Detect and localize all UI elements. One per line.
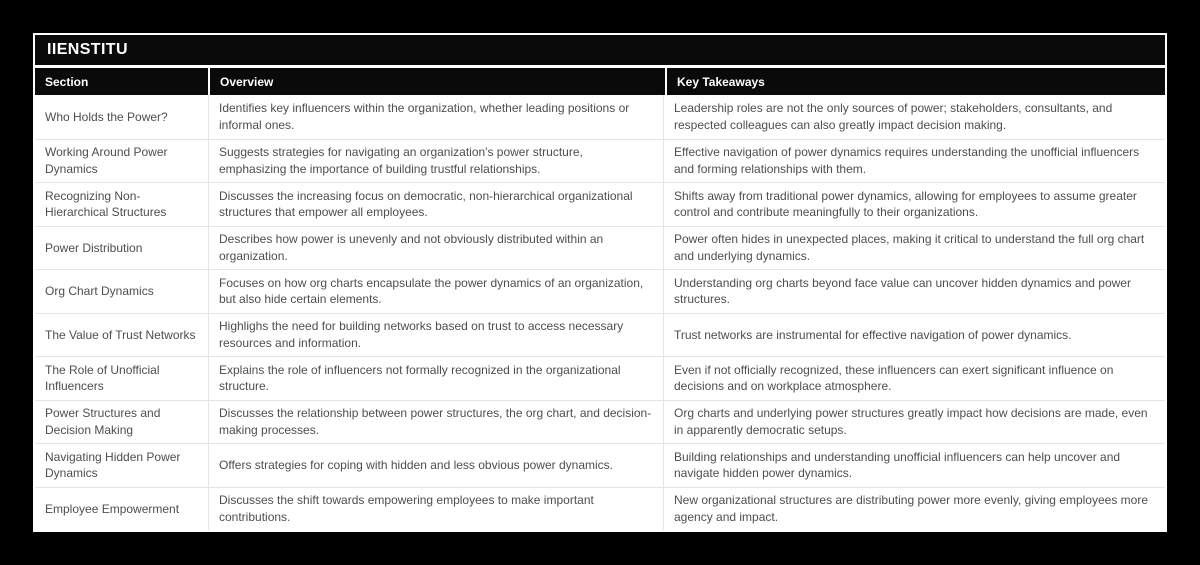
cell-section: [35, 488, 208, 531]
cell-section-text: Org Chart Dynamics: [45, 284, 154, 298]
cell-key-takeaways: [663, 401, 1165, 444]
cell-section: [35, 227, 208, 270]
cell-key-takeaways: [663, 314, 1165, 357]
table-row: [35, 182, 1165, 226]
brand-header: [35, 35, 1165, 65]
cell-key-takeaways-text: Building relationships and understanding unofficial influencers can help uncover and navigate hidden power dynamics.: [674, 449, 1121, 481]
cell-section: [35, 270, 208, 313]
table-row: [35, 487, 1165, 531]
cell-section-text: Who Holds the Power?: [45, 109, 168, 124]
cell-overview: [208, 357, 663, 400]
cell-section: [35, 314, 208, 357]
cell-key-takeaways: [663, 227, 1165, 270]
cell-key-takeaways-text: Shifts away from traditional power dynamics, allowing for employees to assume greater control and contribute meaningfully to their organizations.: [674, 188, 1137, 220]
cell-key-takeaways-text: Effective navigation of power dynamics requires understanding the unofficial influencers and forming relationships with them.: [674, 145, 1140, 176]
cell-overview: [208, 183, 663, 226]
table-row: [35, 443, 1165, 487]
cell-overview: [208, 401, 663, 444]
cell-section-text: The Value of Trust Networks: [45, 327, 196, 342]
cell-overview-text: Focuses on how org charts encapsulate the power dynamics of an organization, but also hide certain elements.: [219, 275, 644, 307]
table-row: [35, 95, 1165, 139]
cell-key-takeaways-text: Leadership roles are not the only sources of power; stakeholders, consultants, and respected colleagues can also greatly impact decision making.: [674, 101, 1113, 132]
cell-overview-text: Identifies key influencers within the organization, whether leading positions or informal ones.: [219, 101, 630, 132]
cell-key-takeaways: [663, 183, 1165, 226]
cell-section-text: Working Around Power Dynamics: [45, 145, 168, 176]
cell-key-takeaways-text: Power often hides in unexpected places, making it critical to understand the full org chart and underlying dynamics.: [674, 232, 1145, 263]
cell-overview-text: Describes how power is unevenly and not obviously distributed within an organization.: [219, 232, 604, 263]
cell-overview: [208, 488, 663, 531]
cell-key-takeaways: [663, 357, 1165, 400]
summary-table-card: [33, 33, 1167, 532]
cell-overview: [208, 314, 663, 357]
cell-overview-text: Discusses the relationship between power structures, the org chart, and decision-making processes.: [219, 406, 652, 437]
cell-section-text: Employee Empowerment: [45, 501, 180, 516]
cell-section: [35, 95, 208, 139]
cell-section-text: The Role of Unofficial Influencers: [45, 362, 160, 394]
cell-key-takeaways-text: Even if not officially recognized, these influencers can exert significant influence on decisions and on workplace atmosphere.: [674, 362, 1114, 394]
column-header-overview: Overview: [210, 68, 665, 95]
cell-overview: [208, 227, 663, 270]
brand-title: IIENSTITU: [47, 41, 128, 58]
cell-overview-text: Highlighs the need for building networks based on trust to access necessary resources and information.: [219, 319, 624, 350]
column-header-section: Section: [35, 68, 208, 95]
cell-section-text: Recognizing Non-Hierarchical Structures: [45, 188, 167, 220]
cell-overview: [208, 95, 663, 139]
cell-section: [35, 357, 208, 400]
cell-key-takeaways-text: Org charts and underlying power structures greatly impact how decisions are made, even in apparently democratic setups.: [674, 406, 1148, 437]
cell-key-takeaways: [663, 270, 1165, 313]
cell-section-text: Power Structures and Decision Making: [45, 406, 161, 437]
table-header-row: [35, 68, 1165, 95]
cell-key-takeaways: [663, 95, 1165, 139]
cell-section-text: Navigating Hidden Power Dynamics: [45, 449, 181, 481]
table-row: [35, 139, 1165, 183]
cell-overview-text: Offers strategies for coping with hidden and less obvious power dynamics.: [219, 458, 613, 472]
cell-key-takeaways: [663, 444, 1165, 487]
cell-section: [35, 140, 208, 183]
table-row: [35, 313, 1165, 357]
table-row: [35, 226, 1165, 270]
cell-overview: [208, 270, 663, 313]
cell-section: [35, 401, 208, 444]
cell-key-takeaways: [663, 140, 1165, 183]
cell-overview-text: Discusses the increasing focus on democratic, non-hierarchical organizational structures that empower all employees.: [219, 188, 633, 220]
cell-section: [35, 444, 208, 487]
table-row: [35, 400, 1165, 444]
column-header-key-takeaways: Key Takeaways: [667, 68, 1165, 95]
cell-overview-text: Explains the role of influencers not formally recognized in the organizational structure.: [219, 362, 621, 394]
cell-overview-text: Discusses the shift towards empowering employees to make important contributions.: [219, 493, 594, 524]
cell-key-takeaways-text: Understanding org charts beyond face value can uncover hidden dynamics and power structures.: [674, 275, 1131, 307]
table-row: [35, 356, 1165, 400]
cell-key-takeaways-text: New organizational structures are distributing power more evenly, giving employees more agency and impact.: [674, 493, 1148, 524]
table-row: [35, 269, 1165, 313]
cell-key-takeaways-text: Trust networks are instrumental for effective navigation of power dynamics.: [674, 327, 1072, 342]
cell-overview: [208, 444, 663, 487]
cell-section: [35, 183, 208, 226]
cell-key-takeaways: [663, 488, 1165, 531]
cell-overview: [208, 140, 663, 183]
table-body: [35, 95, 1165, 530]
cell-overview-text: Suggests strategies for navigating an organization's power structure, emphasizing the importance of building trustful relationships.: [219, 145, 583, 176]
cell-section-text: Power Distribution: [45, 240, 143, 255]
